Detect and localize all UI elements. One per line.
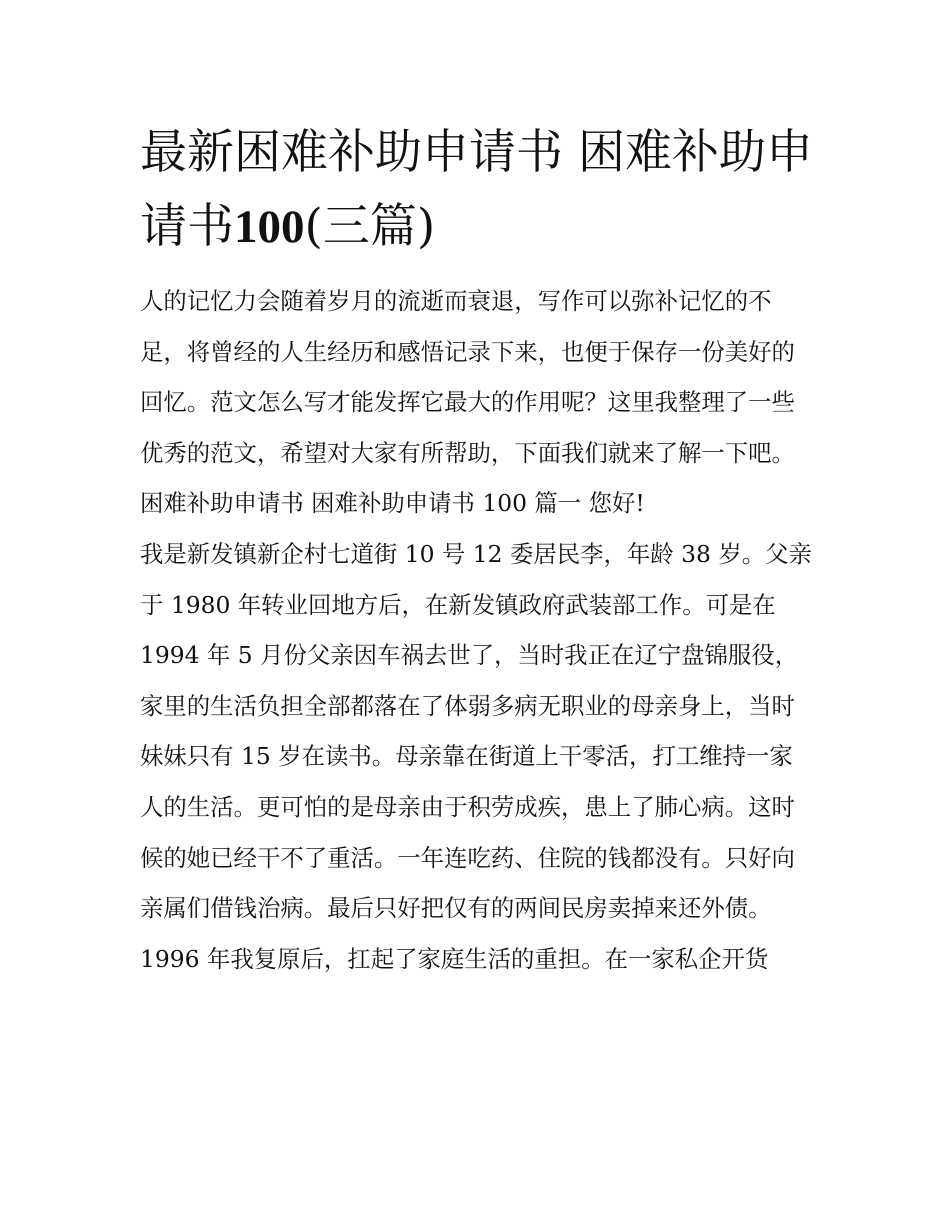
intro-paragraph: 人的记忆力会随着岁月的流逝而衰退，写作可以弥补记忆的不足，将曾经的人生经历和感悟记录下来，也便于保存一份美好的回忆。范文怎么写才能发挥它最大的作用呢？这里我整理了一些优秀的范文，希望对大家有所帮助，下面我们就来了解一下吧。 <box>140 287 795 467</box>
title-number: 100 <box>234 201 305 253</box>
section-heading: 困难补助申请书 困难补助申请书 100 篇一 您好! <box>140 489 645 518</box>
document-body <box>140 276 816 984</box>
body-paragraph-cutoff: 1996 年我复原后，扛起了家庭生活的重担。在一家私企开货 <box>140 944 769 973</box>
document-title <box>140 116 820 264</box>
body-paragraph: 我是新发镇新企村七道街 10 号 12 委居民李，年龄 38 岁。父亲于 1980 年转业回地方后，在新发镇政府武装部工作。可是在 1994 年 5 月份父亲因车祸去世了，当时我正在辽宁盘锦服役，家里的生活负担全部都落在了体弱多病无职业的母亲身上，当时妹妹只有 15 岁在读书。母亲靠在街道上干零活，打工维持一家人的生活。更可怕的是母亲由于积劳成疾，患上了肺心病。这时候的她已经干不了重活。一年连吃药、住院的钱都没有。只好向亲属们借钱治病。最后只好把仅有的两间民房卖掉来还外债。 <box>140 539 812 923</box>
title-suffix: (三篇) <box>304 199 436 254</box>
title-text: 最新困难补助申请书 困难补助申请书 <box>140 125 813 254</box>
